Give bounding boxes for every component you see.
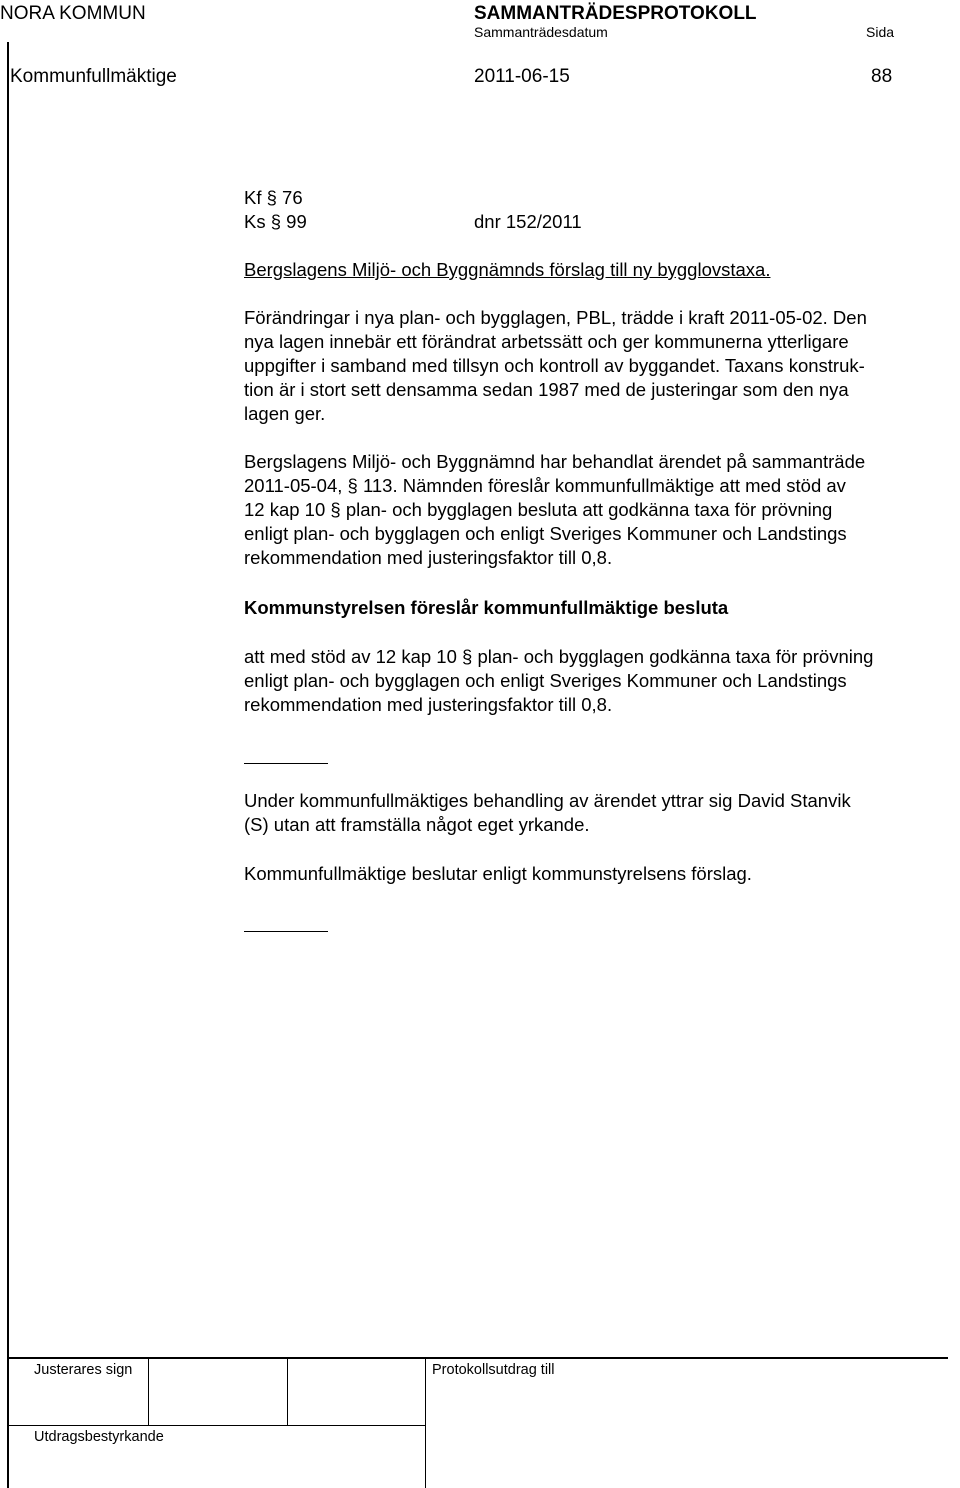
paragraph-decision: Kommunfullmäktige beslutar enligt kommunstyrelsens förslag. <box>244 863 752 884</box>
proposal-heading: Kommunstyrelsen föreslår kommunfullmäktige besluta <box>244 597 729 618</box>
text-line: uppgifter i samband med tillsyn och kontroll av byggandet. Taxans konstruk- <box>244 355 865 376</box>
page-label: Sida <box>866 24 895 40</box>
text-line: tion är i stort sett densamma sedan 1987 med de justeringar som den nya <box>244 379 849 400</box>
org-name: NORA KOMMUN <box>0 3 146 24</box>
extract-recipients-label: Protokollsutdrag till <box>432 1362 555 1378</box>
paragraph-background <box>244 306 867 426</box>
text-line: att med stöd av 12 kap 10 § plan- och bygglagen godkänna taxa för prövning <box>244 646 874 667</box>
text-line: rekommendation med justeringsfaktor till 0,8. <box>244 547 613 568</box>
text-line: Förändringar i nya plan- och bygglagen, PBL, trädde i kraft 2011-05-02. Den <box>244 307 867 328</box>
text-line: nya lagen innebär ett förändrat arbetssätt och ger kommunerna ytterligare <box>244 331 849 352</box>
text-line: rekommendation med justeringsfaktor till 0,8. <box>244 694 613 715</box>
case-title: Bergslagens Miljö- och Byggnämnds förslag till ny bygglovstaxa. <box>244 259 771 280</box>
page-number: 88 <box>871 66 893 87</box>
kf-reference: Kf § 76 <box>244 187 303 208</box>
text-line: lagen ger. <box>244 403 326 424</box>
signature-label: Justerares sign <box>34 1362 133 1378</box>
text-line: enligt plan- och bygglagen och enligt Sveriges Kommuner och Landstings <box>244 670 847 691</box>
meeting-date: 2011-06-15 <box>474 66 570 87</box>
left-margin-rule <box>7 42 9 1488</box>
paragraph-committee <box>244 450 865 570</box>
diary-number: dnr 152/2011 <box>474 211 582 232</box>
footer-mid-rule <box>7 1425 425 1426</box>
ks-row <box>244 210 582 234</box>
paragraph-debate <box>244 789 851 837</box>
footer-divider <box>287 1358 288 1425</box>
text-line: 12 kap 10 § plan- och bygglagen besluta att godkänna taxa för prövning <box>244 499 833 520</box>
text-line: enligt plan- och bygglagen och enligt Sveriges Kommuner och Landstings <box>244 523 847 544</box>
document-type: SAMMANTRÄDESPROTOKOLL <box>474 3 757 24</box>
footer-divider <box>148 1358 149 1425</box>
text-line: 2011-05-04, § 113. Nämnden föreslår kommunfullmäktige att med stöd av <box>244 475 846 496</box>
text-line: Under kommunfullmäktiges behandling av ärendet yttrar sig David Stanvik <box>244 790 851 811</box>
section-divider <box>244 931 328 932</box>
ks-reference: Ks § 99 <box>244 211 307 232</box>
text-line: Bergslagens Miljö- och Byggnämnd har behandlat ärendet på sammanträde <box>244 451 866 472</box>
footer-divider <box>425 1358 426 1488</box>
section-divider <box>244 763 328 764</box>
governing-body: Kommunfullmäktige <box>10 66 177 87</box>
paragraph-proposal <box>244 645 873 717</box>
text-line: (S) utan att framställa något eget yrkande. <box>244 814 590 835</box>
meeting-date-label: Sammanträdesdatum <box>474 24 608 40</box>
extract-certification-label: Utdragsbestyrkande <box>34 1429 164 1445</box>
case-references <box>244 186 582 234</box>
